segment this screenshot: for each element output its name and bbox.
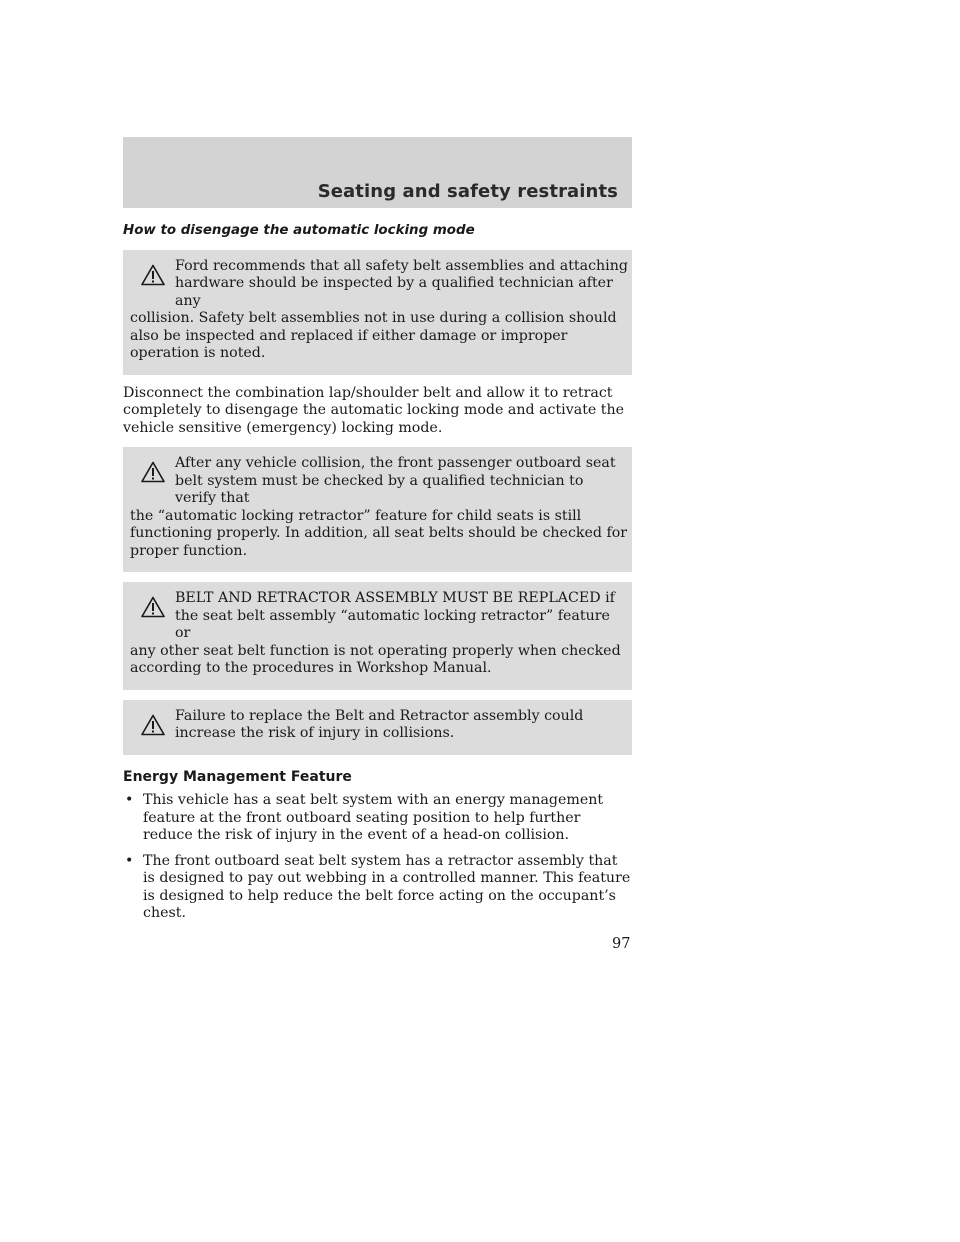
warning-text-rest: the “automatic locking retractor” feature for child seats is still functioning properly. In addition, all seat belts should be checked for proper function. [130, 507, 628, 559]
warning-text-rest: any other seat belt function is not operating properly when checked according to the procedures in Workshop Manual. [130, 642, 621, 676]
list-item-text: The front outboard seat belt system has a retractor assembly that is designed to pay out webbing in a controlled manner. This feature is designed to help reduce the belt force acting on the occupant’s chest. [143, 852, 631, 921]
warning-text-lead: BELT AND RETRACTOR ASSEMBLY MUST BE REPLACED if the seat belt assembly “automatic locking retractor” feature or [175, 590, 615, 641]
list-item [123, 792, 632, 845]
bullet-icon: • [125, 852, 134, 869]
warning-triangle-icon [141, 714, 165, 736]
list-item-text: This vehicle has a seat belt system with an energy management feature at the front outboard seating position to help further reduce the risk of injury in the event of a head-on collision. [143, 792, 604, 843]
warning-box [123, 582, 632, 690]
header-band [123, 137, 632, 208]
page-content [123, 222, 632, 931]
warning-box [123, 447, 632, 572]
body-paragraph: Disconnect the combination lap/shoulder belt and allow it to retract completely to disengage the automatic locking mode and activate the vehicle sensitive (emergency) locking mode. [123, 384, 625, 436]
warning-text-lead: After any vehicle collision, the front passenger outboard seat belt system must be checked by a qualified technician to verify that [175, 455, 616, 506]
warning-text-lead: Failure to replace the Belt and Retractor assembly could increase the risk of injury in collisions. [175, 707, 584, 741]
page-title: Seating and safety restraints [317, 181, 618, 202]
page-number: 97 [612, 936, 631, 952]
bullet-icon: • [125, 792, 134, 808]
warning-triangle-icon [141, 461, 165, 483]
warning-triangle-icon [141, 264, 165, 286]
warning-box [123, 250, 632, 375]
warning-box [123, 700, 632, 755]
warning-triangle-icon [141, 596, 165, 618]
subheading: How to disengage the automatic locking mode [123, 223, 475, 238]
section-heading: Energy Management Feature [123, 768, 352, 785]
warning-text-lead: Ford recommends that all safety belt assemblies and attaching hardware should be inspected by a qualified technician after any [175, 257, 628, 309]
warning-text-rest: collision. Safety belt assemblies not in use during a collision should also be inspected and replaced if either damage or improper operation is noted. [130, 310, 617, 361]
list-item [123, 853, 632, 923]
